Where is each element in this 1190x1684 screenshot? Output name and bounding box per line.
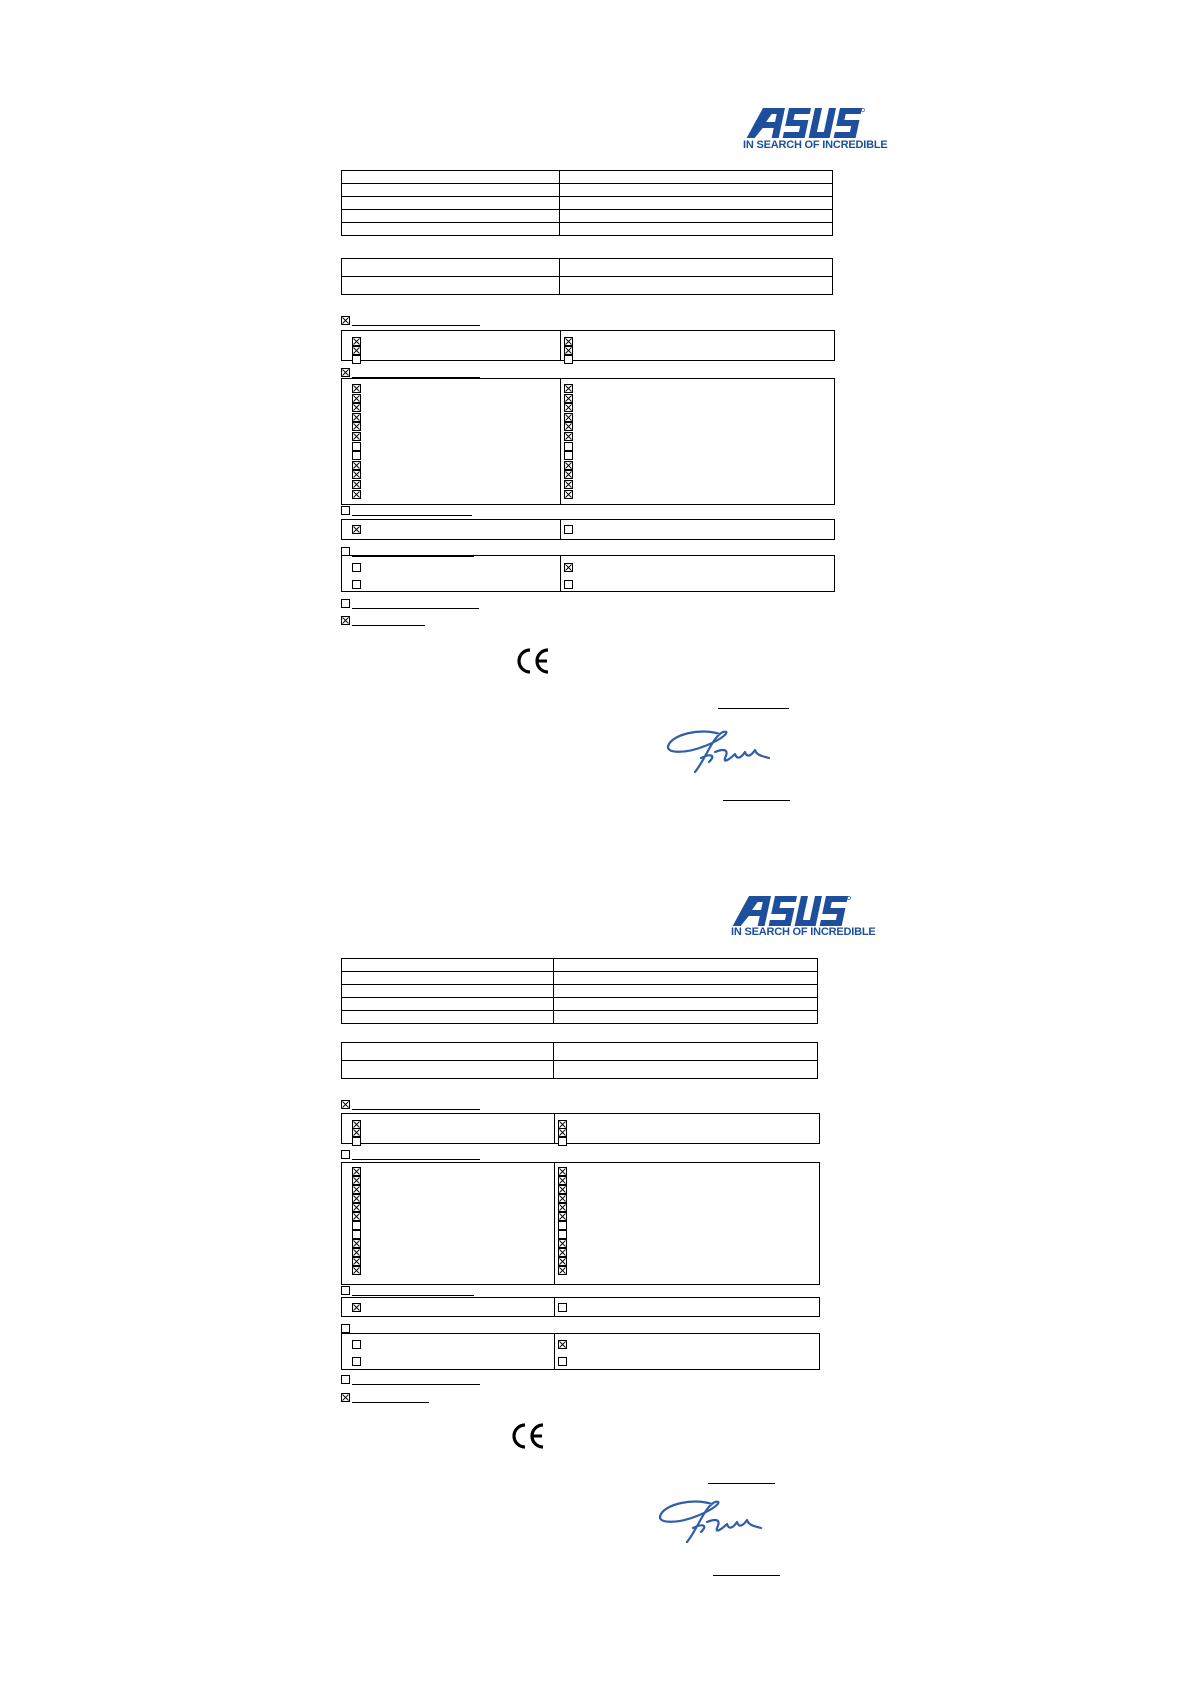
section-heading	[341, 1392, 430, 1403]
standard-checkbox-right[interactable]	[558, 1185, 567, 1194]
standard-checkbox-right[interactable]	[558, 1230, 567, 1239]
standard-checkbox-left[interactable]	[352, 1221, 361, 1230]
column-divider	[554, 1163, 555, 1284]
column-divider	[554, 1298, 555, 1316]
section-heading	[341, 1099, 481, 1110]
section-heading-checkbox[interactable]	[341, 1393, 350, 1402]
standard-checkbox-right[interactable]	[558, 1357, 567, 1366]
standard-checkbox-right[interactable]	[558, 1257, 567, 1266]
standard-checkbox-left[interactable]	[352, 1176, 361, 1185]
standard-checkbox-right[interactable]	[558, 1176, 567, 1185]
checkbox-group	[341, 1333, 820, 1370]
section-heading-underline	[352, 1295, 474, 1296]
section-heading-underline	[352, 1109, 480, 1110]
section-heading-checkbox[interactable]	[341, 1324, 350, 1333]
standard-checkbox-left[interactable]	[352, 1212, 361, 1221]
section-heading	[341, 1149, 481, 1160]
section-heading-checkbox[interactable]	[341, 1150, 350, 1159]
standard-checkbox-left[interactable]	[352, 1303, 361, 1312]
table-row	[342, 985, 818, 998]
table-row	[342, 1061, 818, 1079]
section-heading-checkbox[interactable]	[341, 1100, 350, 1109]
standard-checkbox-left[interactable]	[352, 1203, 361, 1212]
standard-checkbox-left[interactable]	[352, 1230, 361, 1239]
checkbox-group	[341, 1113, 820, 1144]
standard-checkbox-right[interactable]	[558, 1239, 567, 1248]
section-heading-checkbox[interactable]	[341, 1286, 350, 1295]
standard-checkbox-left[interactable]	[352, 1167, 361, 1176]
signature-name-line	[713, 1575, 780, 1576]
standard-checkbox-right[interactable]	[558, 1167, 567, 1176]
asus-tagline: IN SEARCH OF INCREDIBLE	[743, 139, 888, 151]
standard-checkbox-left[interactable]	[352, 1239, 361, 1248]
section-heading	[341, 1285, 475, 1296]
standard-checkbox-right[interactable]	[558, 1203, 567, 1212]
table-row	[342, 959, 818, 972]
standard-checkbox-left[interactable]	[352, 1257, 361, 1266]
standard-checkbox-right[interactable]	[558, 1248, 567, 1257]
standard-checkbox-left[interactable]	[352, 1248, 361, 1257]
standard-checkbox-right[interactable]	[558, 1340, 567, 1349]
table-row	[342, 998, 818, 1011]
checkbox-group	[341, 1297, 820, 1317]
section-heading-underline	[352, 1159, 480, 1160]
standard-checkbox-left[interactable]	[352, 1357, 361, 1366]
standard-checkbox-right[interactable]	[558, 1221, 567, 1230]
standard-checkbox-left[interactable]	[352, 1185, 361, 1194]
table-row	[342, 1043, 818, 1061]
standard-checkbox-right[interactable]	[558, 1194, 567, 1203]
standard-checkbox-right[interactable]	[558, 1137, 567, 1146]
standard-checkbox-right[interactable]	[558, 1212, 567, 1221]
standard-checkbox-left[interactable]	[352, 1128, 361, 1137]
section-heading	[341, 1374, 481, 1385]
checkbox-group	[341, 1162, 820, 1285]
section-heading-underline	[352, 1384, 480, 1385]
ce-mark	[509, 1423, 547, 1449]
standard-checkbox-left[interactable]	[352, 1137, 361, 1146]
asus-logo	[731, 896, 851, 926]
standard-checkbox-left[interactable]	[352, 1340, 361, 1349]
standard-checkbox-left[interactable]	[352, 1266, 361, 1275]
section-heading-underline	[352, 1402, 429, 1403]
table-row	[342, 1011, 818, 1024]
table-row	[342, 972, 818, 985]
signature-date-line	[708, 1483, 775, 1484]
signature-image	[657, 1490, 775, 1550]
standard-checkbox-right[interactable]	[558, 1266, 567, 1275]
standard-checkbox-left[interactable]	[352, 1194, 361, 1203]
standard-checkbox-right[interactable]	[558, 1128, 567, 1137]
standard-checkbox-right[interactable]	[558, 1303, 567, 1312]
product-info-table	[341, 958, 818, 1024]
column-divider	[554, 1334, 555, 1369]
applicant-info-table	[341, 1042, 818, 1079]
section-heading-checkbox[interactable]	[341, 1375, 350, 1384]
column-divider	[554, 1114, 555, 1143]
asus-tagline: IN SEARCH OF INCREDIBLE	[731, 926, 876, 938]
